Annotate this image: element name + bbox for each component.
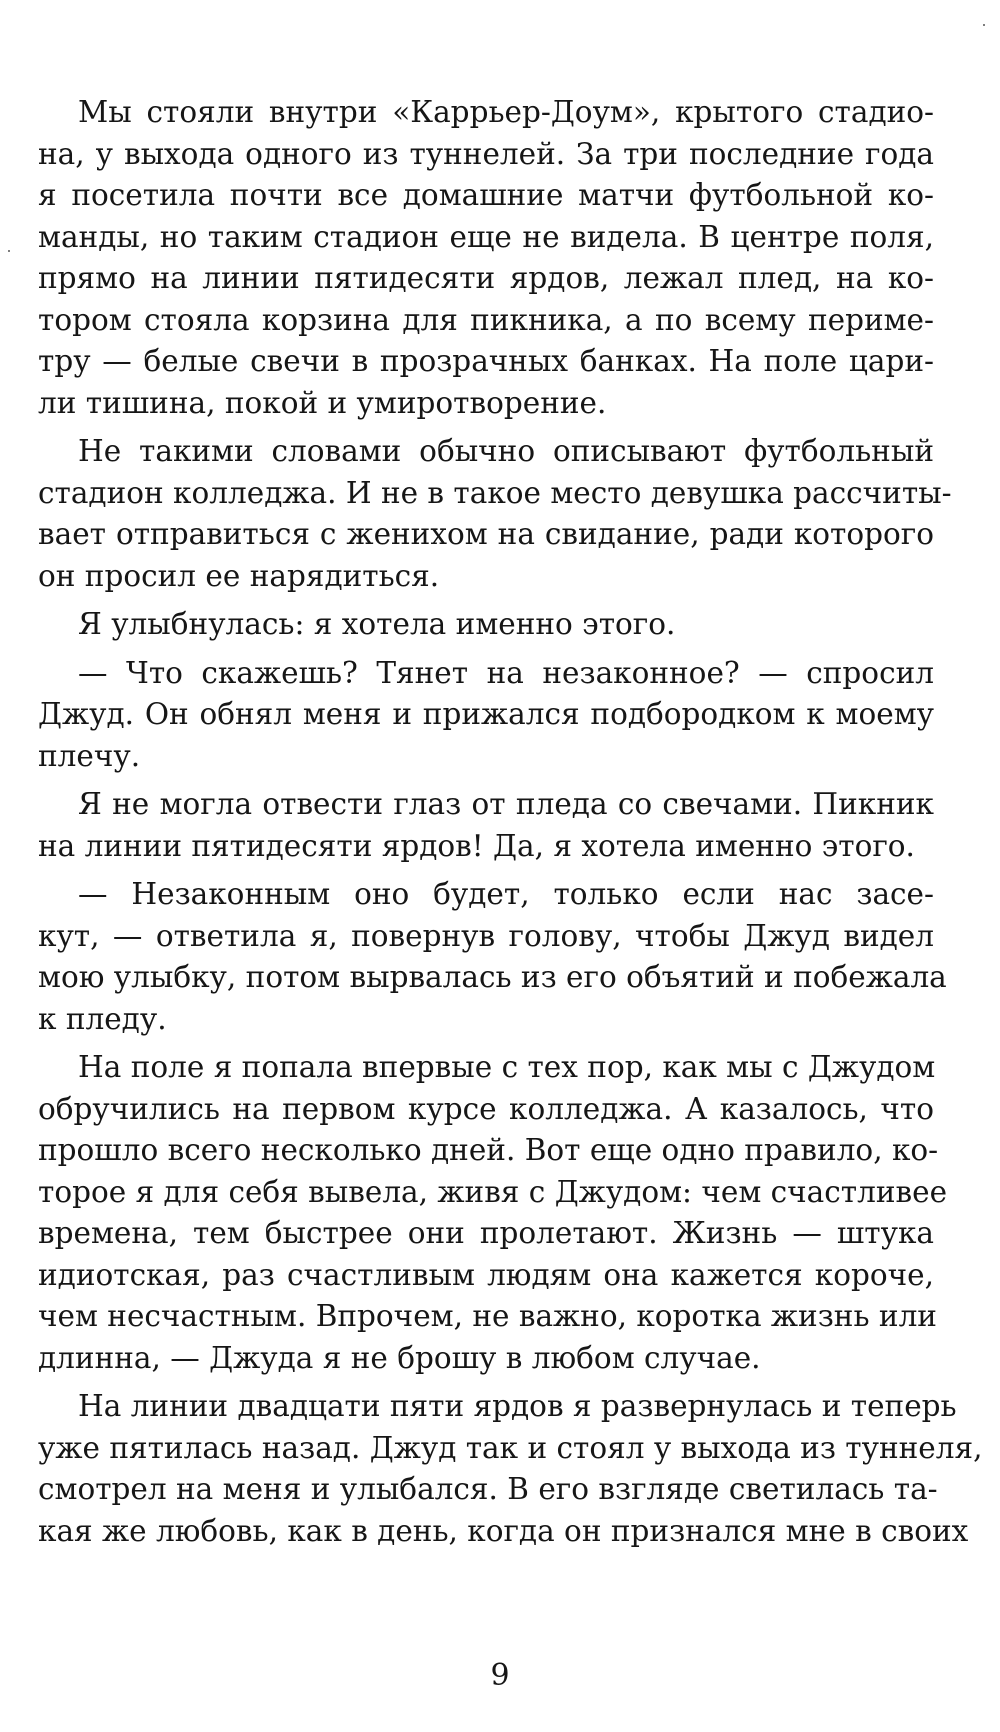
paragraph: [38, 784, 934, 867]
paragraph: [38, 1386, 983, 1552]
text-line: прямо на линии пятидесяти ярдов, лежал плед, на ко-: [38, 261, 934, 295]
text-line: кут, — ответила я, повернув голову, чтобы Джуд видел: [38, 918, 934, 953]
paper-speck: [8, 250, 10, 252]
text-line: к пледу.: [38, 1001, 167, 1036]
paragraph: [38, 1047, 948, 1379]
text-line: обручились на первом курсе колледжа. А казалось, что: [38, 1091, 934, 1126]
text-line: манды, но таким стадион еще не видела. В центре поля,: [38, 219, 934, 254]
text-line: кая же любовь, как в день, когда он признался мне в своих: [38, 1513, 969, 1548]
text-line: тру — белые свечи в прозрачных банках. На поле цари-: [38, 344, 934, 378]
text-line: Я улыбнулась: я хотела именно этого.: [78, 607, 676, 641]
paragraph: [38, 92, 934, 424]
text-line: торое я для себя вывела, живя с Джудом: чем счастливее: [38, 1174, 948, 1209]
text-line: На линии двадцати пяти ярдов я развернулась и теперь: [78, 1389, 957, 1423]
paragraph: [38, 653, 934, 778]
paragraph: [38, 874, 947, 1040]
text-line: — Незаконным оно будет, только если нас засе-: [78, 877, 934, 911]
page-number: 9: [490, 1658, 510, 1693]
text-line: времена, тем быстрее они пролетают. Жизнь — штука: [38, 1216, 934, 1250]
text-line: на, у выхода одного из туннелей. За три последние года: [38, 136, 934, 171]
text-line: ли тишина, покой и умиротворение.: [38, 385, 607, 420]
text-line: прошло всего несколько дней. Вот еще одно правило, ко-: [38, 1133, 939, 1167]
text-line: Я не могла отвести глаз от пледа со свечами. Пикник: [78, 787, 934, 821]
text-line: я посетила почти все домашние матчи футбольной ко-: [38, 178, 934, 212]
text-line: Джуд. Он обнял меня и прижался подбородком к моему: [38, 697, 934, 731]
text-line: — Что скажешь? Тянет на незаконное? — спросил: [78, 655, 934, 690]
text-line: мою улыбку, потом вырвалась из его объятий и побежала: [38, 960, 947, 994]
text-line: тором стояла корзина для пикника, а по всему периме-: [38, 302, 934, 337]
paragraph: [38, 431, 952, 597]
text-line: Мы стояли внутри «Каррьер-Доум», крытого стадио-: [78, 95, 934, 129]
text-line: он просил ее нарядиться.: [38, 558, 440, 593]
text-line: стадион колледжа. И не в такое место девушка рассчиты-: [38, 475, 952, 510]
body-text: [38, 92, 983, 1559]
text-line: идиотская, раз счастливым людям она кажется короче,: [38, 1257, 934, 1292]
text-line: на линии пятидесяти ярдов! Да, я хотела именно этого.: [38, 828, 915, 863]
text-line: плечу.: [38, 738, 141, 773]
text-line: длинна, — Джуда я не брошу в любом случае.: [38, 1340, 761, 1375]
text-line: смотрел на меня и улыбался. В его взгляде светилась та-: [38, 1472, 938, 1506]
text-line: На поле я попала впервые с тех пор, как мы с Джудом: [78, 1050, 936, 1084]
text-line: чем несчастным. Впрочем, не важно, коротка жизнь или: [38, 1299, 937, 1333]
paragraph: [38, 604, 934, 646]
text-line: уже пятилась назад. Джуд так и стоял у выхода из туннеля,: [38, 1430, 983, 1465]
paper-speck: [983, 24, 985, 26]
text-line: Не такими словами обычно описывают футбольный: [78, 434, 934, 468]
text-line: вает отправиться с женихом на свидание, ради которого: [38, 517, 934, 551]
